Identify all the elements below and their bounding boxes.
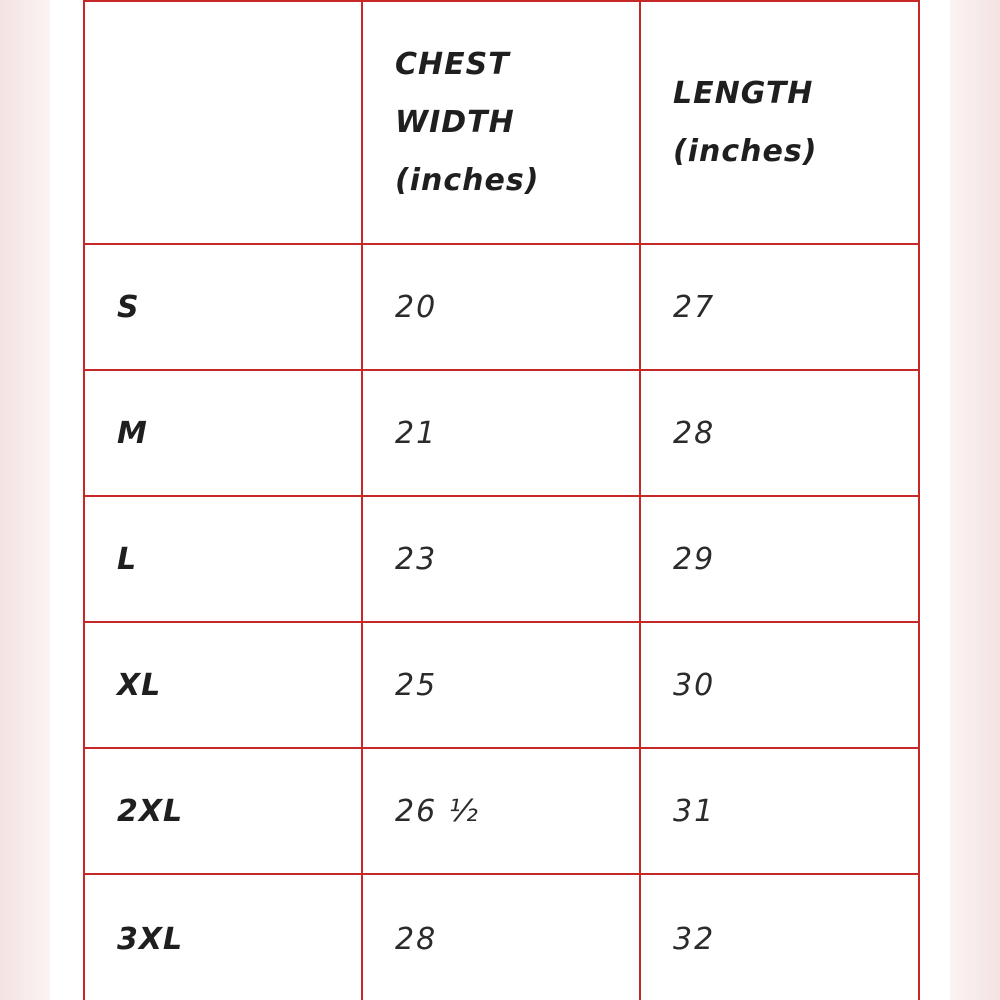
- chest-value: 28: [395, 921, 438, 957]
- size-cell: [84, 748, 362, 874]
- table-header-row: [84, 1, 919, 244]
- length-cell: [640, 622, 919, 748]
- size-label: S: [117, 289, 140, 325]
- size-chart-table: [83, 0, 920, 1000]
- length-value: 29: [673, 541, 716, 577]
- chest-value: 26 ½: [395, 793, 480, 829]
- length-value: 28: [673, 415, 716, 451]
- table-row: [84, 748, 919, 874]
- length-value: 31: [673, 793, 716, 829]
- size-cell: [84, 874, 362, 1000]
- size-cell: [84, 244, 362, 370]
- size-label: XL: [117, 667, 162, 703]
- chest-cell: [362, 370, 640, 496]
- length-cell: [640, 370, 919, 496]
- length-cell: [640, 874, 919, 1000]
- table-row: [84, 370, 919, 496]
- chest-cell: [362, 244, 640, 370]
- length-value: 32: [673, 921, 716, 957]
- size-cell: [84, 496, 362, 622]
- size-cell: [84, 622, 362, 748]
- length-cell: [640, 748, 919, 874]
- length-cell: [640, 244, 919, 370]
- length-value: 30: [673, 667, 716, 703]
- size-label: 3XL: [117, 921, 184, 957]
- chest-cell: [362, 622, 640, 748]
- header-chest-width: [362, 1, 640, 244]
- table-row: [84, 874, 919, 1000]
- header-length: [640, 1, 919, 244]
- table-row: [84, 622, 919, 748]
- size-label: L: [117, 541, 138, 577]
- chest-cell: [362, 496, 640, 622]
- chest-value: 25: [395, 667, 438, 703]
- size-cell: [84, 370, 362, 496]
- table-row: [84, 496, 919, 622]
- header-chest-width-label: CHEST WIDTH (inches): [395, 46, 540, 198]
- chest-cell: [362, 748, 640, 874]
- chest-value: 23: [395, 541, 438, 577]
- chest-value: 20: [395, 289, 438, 325]
- length-value: 27: [673, 289, 716, 325]
- size-label: 2XL: [117, 793, 184, 829]
- length-cell: [640, 496, 919, 622]
- table-row: [84, 244, 919, 370]
- header-empty-cell: [84, 1, 362, 244]
- size-label: M: [117, 415, 148, 451]
- chest-cell: [362, 874, 640, 1000]
- page: [50, 0, 950, 1000]
- header-length-label: LENGTH (inches): [673, 75, 818, 169]
- chest-value: 21: [395, 415, 438, 451]
